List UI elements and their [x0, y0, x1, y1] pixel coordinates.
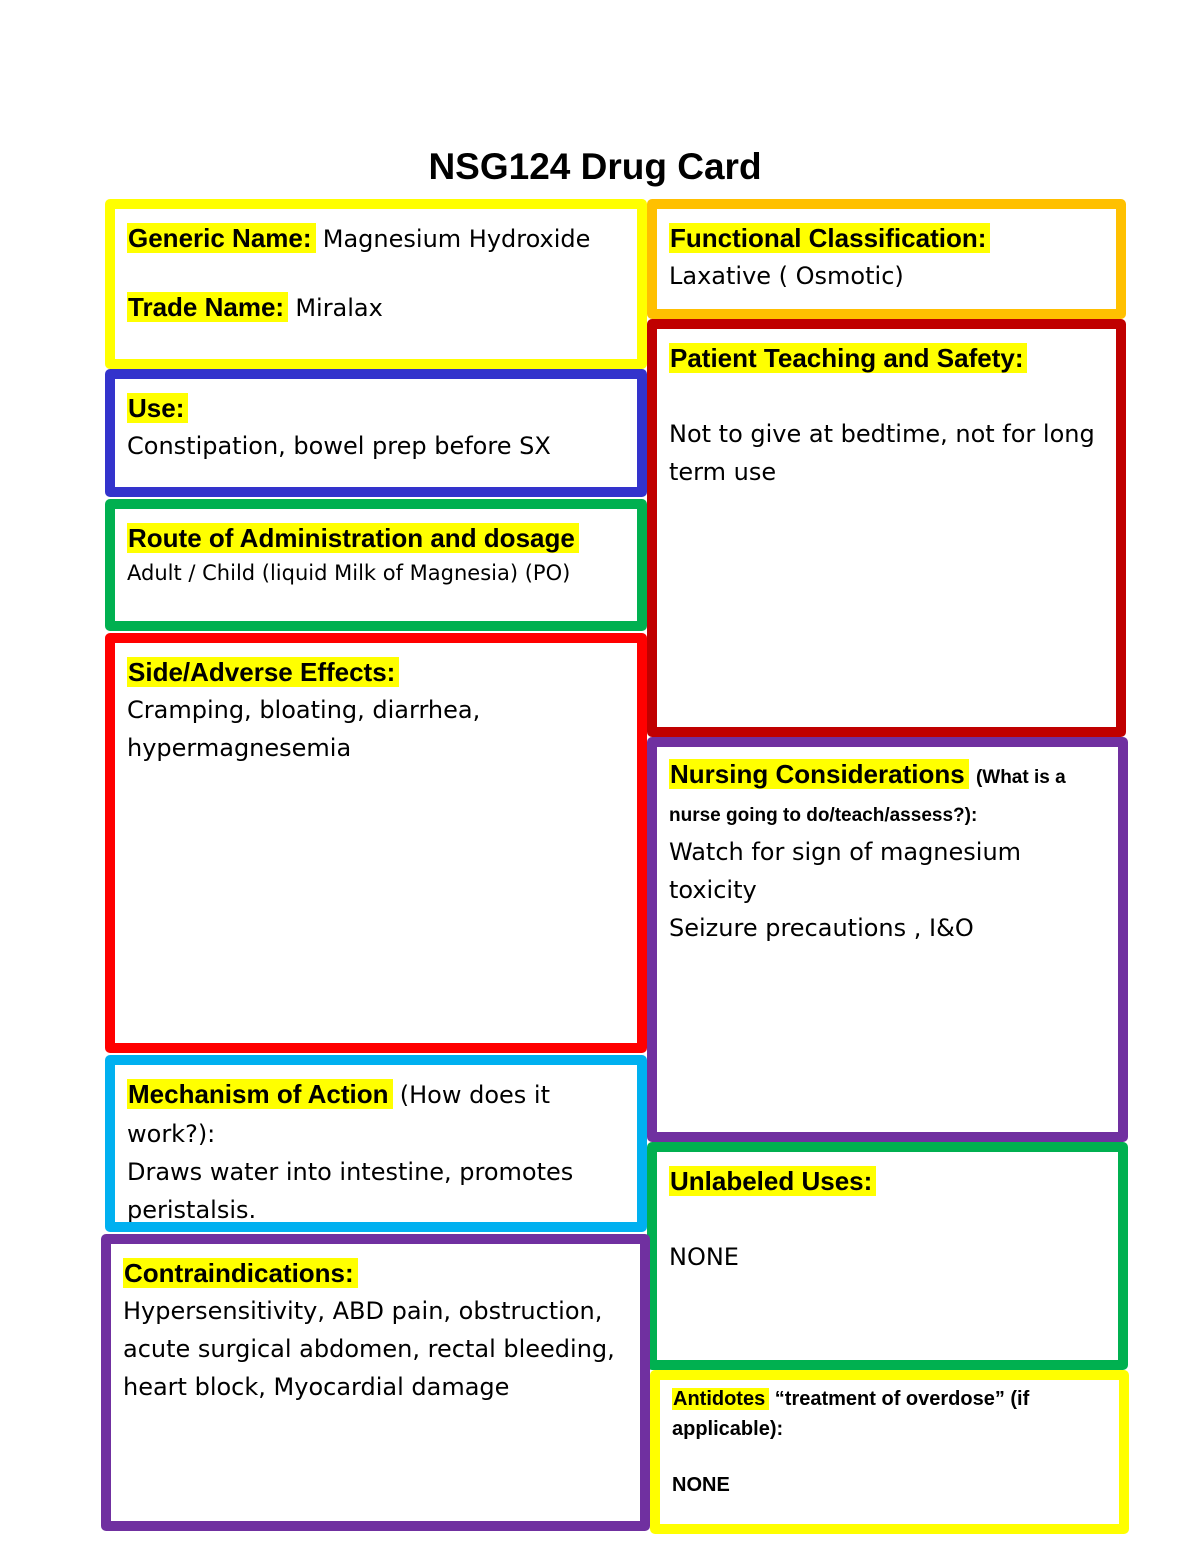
generic-name-value: Magnesium Hydroxide: [322, 225, 591, 253]
route-label: Route of Administration and dosage: [127, 523, 579, 553]
route-value: Adult / Child (liquid Milk of Magnesia) (PO): [127, 561, 571, 585]
antidotes-note: “treatment of overdose” (if applicable):: [672, 1388, 1030, 1440]
use-box: [105, 369, 647, 497]
antidotes-box: [650, 1370, 1129, 1534]
nursing-line2: Seizure precautions , I&O: [669, 914, 974, 942]
mechanism-box: [105, 1055, 647, 1232]
use-value: Constipation, bowel prep before SX: [127, 432, 551, 460]
classification-box: [647, 199, 1126, 319]
classification-label: Functional Classification:: [669, 223, 990, 253]
teaching-box: [647, 319, 1126, 737]
nursing-note: (What is a nurse going to do/teach/assess?):: [669, 767, 1066, 826]
nursing-line1: Watch for sign of magnesium toxicity: [669, 838, 1022, 904]
unlabeled-box: [647, 1142, 1128, 1370]
names-box: [105, 199, 647, 369]
side-effects-value: Cramping, bloating, diarrhea, hypermagnesemia: [127, 696, 481, 762]
teaching-label: Patient Teaching and Safety:: [669, 343, 1027, 373]
trade-name-value: Miralax: [295, 294, 383, 322]
classification-value: Laxative ( Osmotic): [669, 262, 904, 290]
nursing-label: Nursing Considerations: [669, 759, 969, 789]
mechanism-label: Mechanism of Action: [127, 1079, 393, 1109]
antidotes-value: NONE: [672, 1474, 730, 1496]
generic-name-label: Generic Name:: [127, 223, 316, 253]
antidotes-label: Antidotes: [672, 1388, 769, 1410]
contraindications-box: [101, 1234, 650, 1531]
contraindications-value: Hypersensitivity, ABD pain, obstruction, acute surgical abdomen, rectal bleeding, heart block, Myocardial damage: [123, 1297, 615, 1401]
unlabeled-label: Unlabeled Uses:: [669, 1166, 876, 1196]
side-effects-label: Side/Adverse Effects:: [127, 657, 399, 687]
unlabeled-value: NONE: [669, 1243, 739, 1271]
teaching-value: Not to give at bedtime, not for long term use: [669, 420, 1095, 486]
contraindications-label: Contraindications:: [123, 1258, 358, 1288]
mechanism-note: (How does it work?):: [127, 1081, 550, 1148]
side-effects-box: [105, 633, 647, 1053]
use-label: Use:: [127, 393, 188, 423]
page-title: NSG124 Drug Card: [428, 146, 762, 187]
trade-name-label: Trade Name:: [127, 292, 288, 322]
route-box: [105, 499, 647, 631]
nursing-box: [647, 737, 1128, 1142]
mechanism-value: Draws water into intestine, promotes peristalsis.: [127, 1158, 574, 1224]
